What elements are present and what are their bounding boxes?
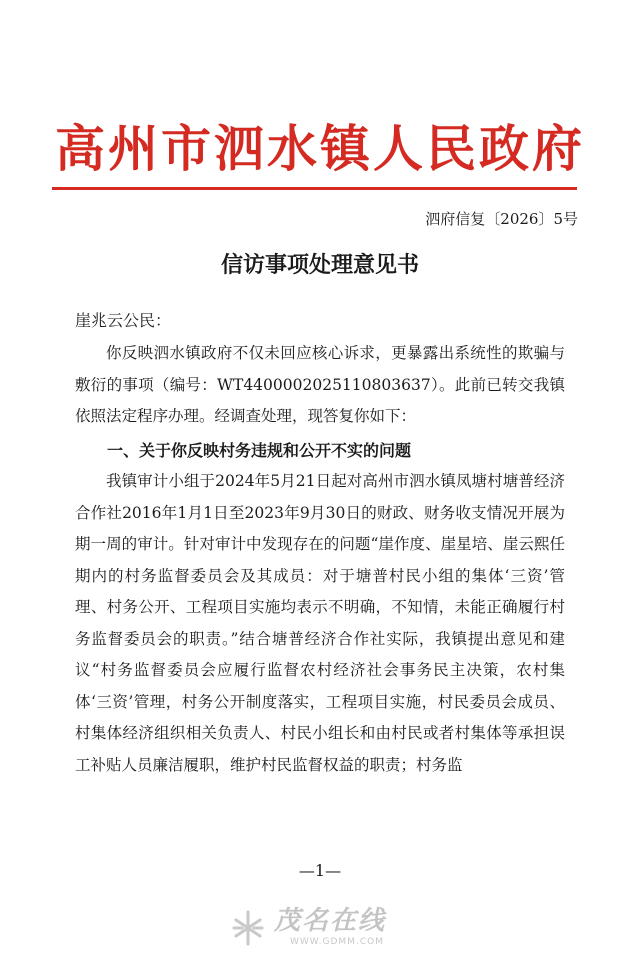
watermark-brand: 茂名在线 [274,906,387,936]
body-paragraph-2: 我镇审计小组于2024年5月21日起对高州市泗水镇凤塘村塘普经济合作社2016年1月1日至2023年9月30日的财政、财务收支情况开展为期一周的审计。针对审计中发现存在的问题“崖作度、崖星培、崖云熙任期内的村务监督委员会及其成员：对于塘普村民小组的集体‘三资’管理、村务公开、工程项目实施均表示不明确，不知情，未能正确履行村务监督委员会的职责。”结合塘普经济合作社实际，我镇提出意见和建议“村务监督委员会应履行监督农村经济社会事务民主决策，农村集体‘三资’管理，村务公开制度落实，工程项目实施，村民委员会成员、村集体经济组织相关负责人、村民小组长和由村民或者村集体等承担误工补贴人员廉洁履职，维护村民监督权益的职责；村务监 [75,472,565,774]
red-header-rule [52,187,577,190]
section-heading-1: 一、关于你反映村务违规和公开不实的问题 [107,441,412,460]
page-number: —1— [298,861,342,880]
body-paragraph-1: 你反映泗水镇政府不仅未回应核心诉求，更暴露出系统性的欺骗与敷衍的事项（编号：WT4400002025110803637）。此前已转交我镇依照法定程序办理。经调查处理，现答复你如下： [75,344,565,425]
issuing-authority-header: 高州市泗水镇人民政府 [55,119,585,178]
watermark-url: WWW.GDMM.COM [290,937,384,947]
document-title: 信访事项处理意见书 [220,252,419,278]
watermark-logo-icon [228,908,268,948]
salutation: 崖兆云公民： [75,311,172,330]
document-number: 泗府信复〔2026〕5号 [425,210,578,228]
watermark [228,906,458,950]
